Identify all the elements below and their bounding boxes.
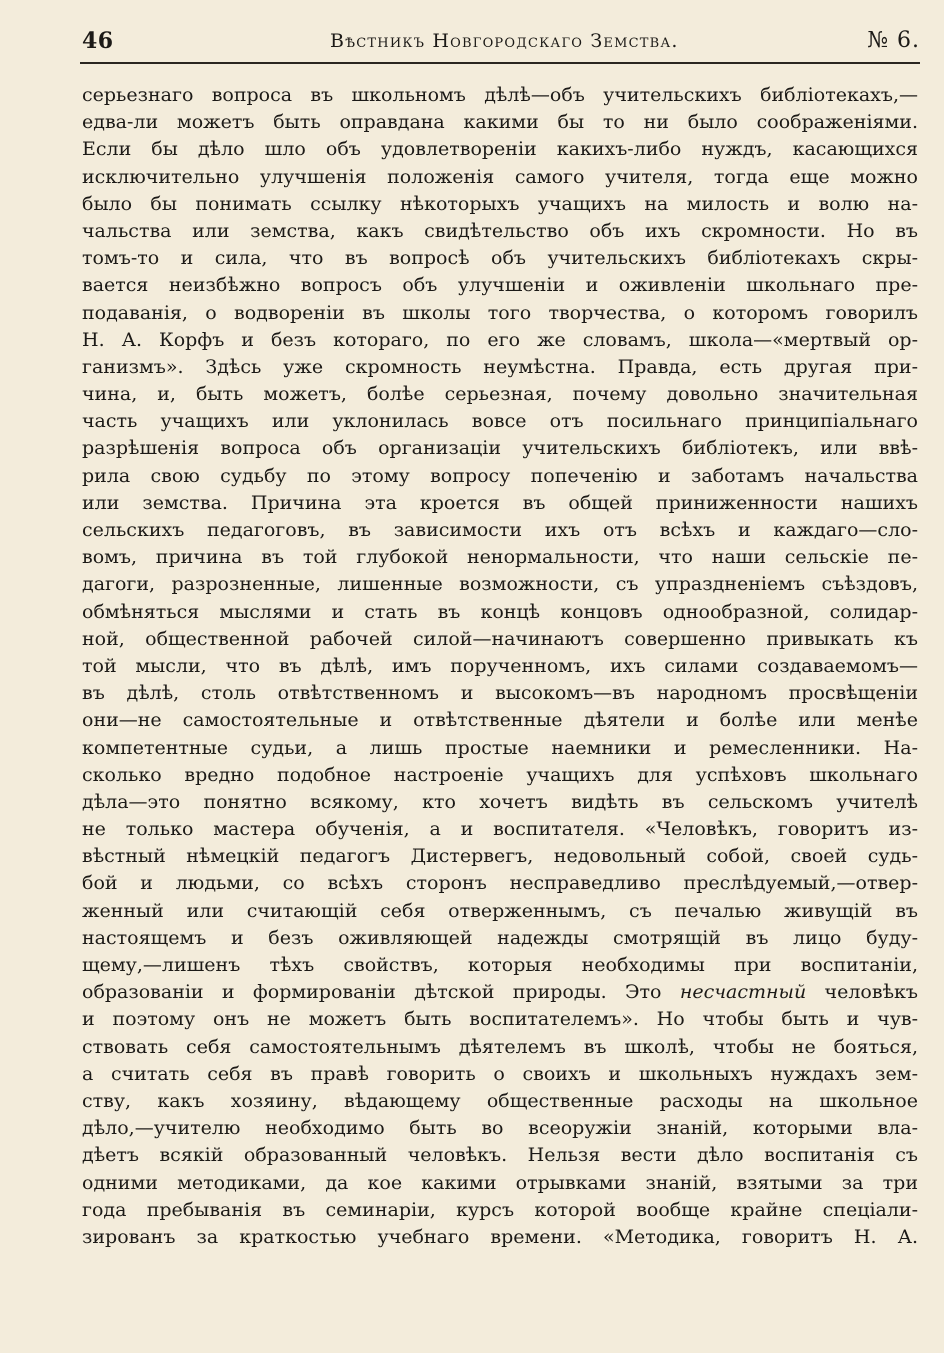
text-line: они—не самостоятельные и отвѣтственные дѣятели и болѣе или менѣе [82, 709, 918, 732]
text-line: томъ-то и сила, что въ вопросѣ объ учительскихъ библіотекахъ скры- [82, 247, 918, 270]
text-line: въ дѣлѣ, столь отвѣтственномъ и высокомъ—въ народномъ просвѣщеніи [82, 682, 918, 705]
text-line: компетентные судьи, а лишь простые наемники и ремесленники. На- [82, 736, 918, 759]
text-line: той мысли, что въ дѣлѣ, имъ порученномъ, ихъ силами создаваемомъ— [82, 654, 918, 677]
text-line: и поэтому онъ не можетъ быть воспитателемъ». Но чтобы быть и чув- [82, 1008, 918, 1031]
text-line: рила свою судьбу по этому вопросу попеченію и заботамъ начальства [82, 464, 918, 487]
text-line: вается неизбѣжно вопросъ объ улучшеніи и оживленіи школьнаго пре- [82, 274, 918, 297]
text-line: бой и людьми, со всѣхъ сторонъ несправедливо преслѣдуемый,—отвер- [82, 872, 918, 895]
text-line: вѣстный нѣмецкій педагогъ Дистервегъ, недовольный собой, своей судь- [82, 845, 918, 868]
text-line: ствовать себя самостоятельнымъ дѣятелемъ въ школѣ, чтобы не бояться, [82, 1035, 918, 1058]
text-line: чина, и, быть можетъ, болѣе серьезная, почему довольно значительная [82, 383, 918, 406]
issue-number: № 6. [867, 28, 920, 53]
text-line: обмѣняться мыслями и стать въ концѣ концовъ однообразной, солидар- [82, 600, 918, 623]
text-line: настоящемъ и безъ оживляющей надежды смотрящій въ лицо буду- [82, 926, 918, 949]
emphasized-word: несчастный [679, 981, 807, 1004]
text-line: ганизмъ». Здѣсь уже скромность неумѣстна. Правда, есть другая при- [82, 355, 918, 378]
header-rule [80, 62, 920, 64]
text-line: а считать себя въ правѣ говорить о своихъ и школьныхъ нуждахъ зем- [82, 1062, 918, 1085]
text-line: сколько вредно подобное настроеніе учащихъ для успѣховъ школьнаго [82, 763, 918, 786]
text-line: зированъ за краткостью учебнаго времени. «Методика, говоритъ Н. А. [82, 1225, 918, 1248]
text-line: чальства или земства, какъ свидѣтельство объ ихъ скромности. Но въ [82, 219, 918, 242]
journal-title: Вѣстникъ Новгородскаго Земства. [330, 30, 679, 52]
text-line: года пребыванія въ семинаріи, курсъ которой вообще крайне спеціали- [82, 1198, 918, 1221]
text-line: дѣло,—учителю необходимо быть во всеоружіи знаній, которыми вла- [82, 1117, 918, 1140]
page-number: 46 [82, 28, 114, 54]
text-line: серьезнаго вопроса въ школьномъ дѣлѣ—объ учительскихъ библіотекахъ,— [82, 84, 918, 106]
text-line: дагоги, разрозненные, лишенные возможности, съ упраздненіемъ съѣздовъ, [82, 573, 918, 596]
body-text [82, 82, 918, 1251]
text-line: или земства. Причина эта кроется въ общей приниженности нашихъ [82, 491, 918, 514]
text-line: щему,—лишенъ тѣхъ свойствъ, которыя необходимы при воспитаніи, [82, 954, 918, 976]
text-line: Если бы дѣло шло объ удовлетвореніи какихъ-либо нуждъ, касающихся [82, 138, 918, 161]
text-line: дѣла—это понятно всякому, кто хочетъ видѣть въ сельскомъ учителѣ [82, 790, 918, 813]
text-line: дѣетъ всякій образованный человѣкъ. Нельзя вести дѣло воспитанія съ [82, 1144, 918, 1167]
text-line: ной, общественной рабочей силой—начинаютъ совершенно привыкать къ [82, 627, 918, 650]
text-line: подаванія, о водвореніи въ школы того творчества, о которомъ говорилъ [82, 301, 918, 324]
text-line: не только мастера обученія, а и воспитателя. «Человѣкъ, говоритъ из- [82, 818, 918, 841]
text-line: едва-ли можетъ быть оправдана какими бы то ни было соображеніями. [82, 111, 918, 134]
running-header [82, 26, 920, 60]
text-line: Н. А. Корфъ и безъ котораго, по его же словамъ, школа—«мертвый ор- [82, 328, 918, 351]
text-line: вомъ, причина въ той глубокой ненормальности, что наши сельскіе пе- [82, 546, 918, 569]
text-line: было бы понимать ссылку нѣкоторыхъ учащихъ на милость и волю на- [82, 192, 918, 215]
text-line: ству, какъ хозяину, вѣдающему общественные расходы на школьное [82, 1089, 918, 1112]
text-line: сельскихъ педагоговъ, въ зависимости ихъ отъ всѣхъ и каждаго—сло- [82, 519, 918, 541]
text-line: часть учащихъ или уклонилась вовсе отъ посильнаго принципіальнаго [82, 410, 918, 433]
text-line: разрѣшенія вопроса объ организаціи учительскихъ библіотекъ, или ввѣ- [82, 437, 918, 460]
text-line: исключительно улучшенія положенія самого учителя, тогда еще можно [82, 165, 918, 188]
text-line: женный или считающій себя отверженнымъ, съ печалью живущій въ [82, 899, 918, 922]
text-line: одними методиками, да кое какими отрывками знаній, взятыми за три [82, 1171, 918, 1194]
text-line: образованіи и формированіи дѣтской природы. Это несчастный человѣкъ [82, 981, 918, 1004]
